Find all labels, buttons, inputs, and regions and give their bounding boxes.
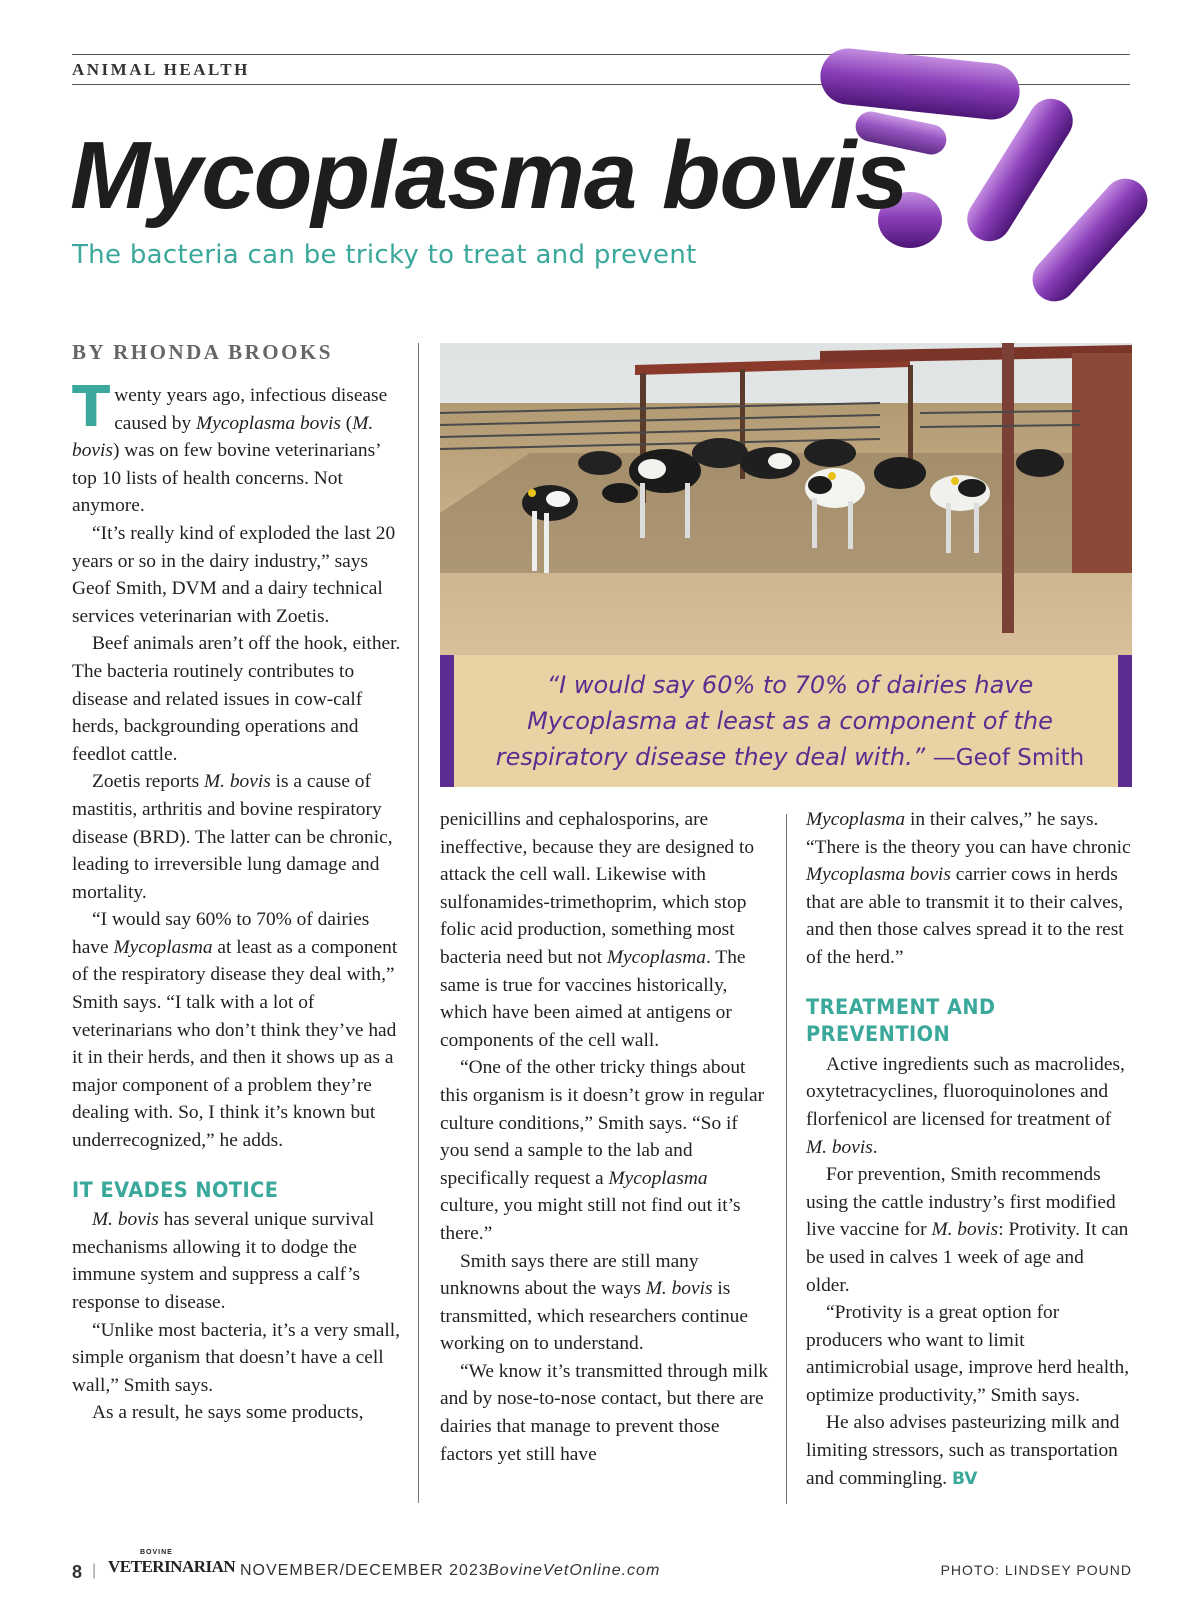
text-em: M. bovis xyxy=(204,771,271,793)
section-heading: TREATMENT AND PREVENTION xyxy=(806,994,996,1047)
text-em: Mycoplasma bovis xyxy=(196,412,341,434)
text: in their calves,” he says. “There is the theory you can have chronic xyxy=(806,809,1131,858)
text-em: Mycoplasma xyxy=(806,809,906,830)
paragraph xyxy=(72,906,402,1154)
text-em: Mycoplasma bovis xyxy=(806,864,951,886)
text: at least as a component of the respiratory disease they deal with,” Smith says. “I talk with a lot of veterinarians who don’t think they’ve had it in their herds, and then it shows up as a major component of a problem they’re dealing with. So, I think it’s known but underrecognized,” he adds. xyxy=(72,936,398,1152)
drop-cap: T xyxy=(72,375,111,440)
magazine-logo xyxy=(108,1549,236,1578)
column-divider-2 xyxy=(786,814,787,1504)
pull-quote xyxy=(470,667,1110,776)
article-subtitle: The bacteria can be tricky to treat and prevent xyxy=(72,240,697,270)
text-em: M. bovis xyxy=(931,1219,999,1241)
text: . xyxy=(872,1136,878,1158)
footer-separator: | xyxy=(92,1562,98,1579)
text: is transmitted, which researchers continue working on to understand. xyxy=(440,1278,748,1355)
column-1 xyxy=(72,375,402,1427)
text-em: M. bovis xyxy=(72,412,374,462)
paragraph: “It’s really kind of exploded the last 20 years or so in the dairy industry,” says Geof Smith, DVM and a dairy technical services veterinarian with Zoetis. xyxy=(72,522,396,627)
column-3 xyxy=(806,806,1132,1493)
text: ( xyxy=(340,412,353,434)
text: carrier cows in herds that are able to transmit it to their calves, and then those calves spread it to the rest of the herd.” xyxy=(806,864,1124,968)
paragraph xyxy=(72,768,402,906)
byline: BY RHONDA BROOKS xyxy=(72,340,333,364)
paragraph xyxy=(806,1409,1132,1493)
column-2 xyxy=(440,806,770,1468)
column-divider-1 xyxy=(418,343,419,1503)
paragraph: “Unlike most bacteria, it’s a very small, simple organism that doesn’t have a cell wall,” Smith says. xyxy=(72,1319,401,1396)
paragraph xyxy=(806,1161,1132,1299)
text-em: Mycoplasma xyxy=(608,1167,708,1189)
text: . The same is true for vaccines historically, which have been aimed at antigens or components of the cell wall. xyxy=(440,946,746,1051)
section-label: ANIMAL HEALTH xyxy=(72,60,250,79)
paragraph xyxy=(806,806,1132,972)
paragraph: “We know it’s transmitted through milk and by nose-to-nose contact, but there are dairies that manage to prevent those factors yet still have xyxy=(440,1360,769,1465)
pull-quote-bar-right xyxy=(1118,655,1132,787)
website-link[interactable]: BovineVetOnline.com xyxy=(488,1562,661,1579)
paragraph xyxy=(806,1051,1132,1161)
text: He also advises pasteurizing milk and limiting stressors, such as transportation and commingling. xyxy=(806,1412,1120,1489)
text-em: M. bovis xyxy=(92,1209,159,1231)
bacterium-5 xyxy=(1023,170,1150,308)
calves-photo xyxy=(440,343,1132,655)
article-title: Mycoplasma bovis xyxy=(70,122,908,229)
pull-quote-bar-left xyxy=(440,655,454,787)
bacterium-1 xyxy=(818,46,1023,123)
text: culture, you might still not find out it’s there.” xyxy=(440,1195,741,1244)
text: “I would say 60% to 70% of dairies have xyxy=(72,909,370,958)
logo-text: VETERINARIAN xyxy=(108,1557,236,1576)
issue-date: NOVEMBER/DECEMBER 2023 xyxy=(240,1562,489,1579)
text: Zoetis reports xyxy=(92,771,205,793)
paragraph xyxy=(440,806,770,1054)
text: ) was on few bovine veterinarians’ top 10 lists of health concerns. Not anymore. xyxy=(72,440,381,517)
end-mark: BV xyxy=(951,1468,978,1489)
text-em: M. bovis xyxy=(645,1278,713,1300)
logo-small-text: BOVINE xyxy=(140,1549,173,1556)
paragraph: As a result, he says some products, xyxy=(92,1402,364,1424)
text: For prevention, Smith recommends using the cattle industry’s first modified live vaccine for xyxy=(806,1164,1116,1241)
text: : Protivity. It can be used in calves 1 week of age and older. xyxy=(806,1219,1129,1296)
text: has several unique survival mechanisms allowing it to dodge the immune system and suppress a calf’s response to disease. xyxy=(72,1209,375,1313)
paragraph xyxy=(72,375,402,520)
text-em: Mycoplasma xyxy=(113,936,213,958)
section-heading: IT EVADES NOTICE xyxy=(72,1177,279,1202)
paragraph xyxy=(440,1248,770,1358)
pull-quote-text: “I would say 60% to 70% of dairies have Mycoplasma at least as a component of the respiratory disease they deal with.” xyxy=(495,671,1053,771)
text: Smith says there are still many unknowns about the ways xyxy=(440,1250,699,1300)
pull-quote-attribution: —Geof Smith xyxy=(932,745,1085,771)
paragraph: Beef animals aren’t off the hook, either. The bacteria routinely contributes to disease and related issues in cow-calf herds, backgrounding operations and feedlot cattle. xyxy=(72,633,401,765)
text: wenty years ago, infectious disease caused by xyxy=(114,385,388,434)
text: Active ingredients such as macrolides, oxytetracyclines, fluoroquinolones and florfenicol are licensed for treatment of xyxy=(806,1053,1125,1130)
photo-credit: PHOTO: LINDSEY POUND xyxy=(940,1562,1132,1578)
paragraph xyxy=(440,1054,770,1247)
text-em: Mycoplasma xyxy=(606,946,706,968)
paragraph xyxy=(72,1206,402,1316)
page-number: 8 xyxy=(72,1562,84,1582)
text: “One of the other tricky things about this organism is it doesn’t grow in regular culture conditions,” Smith says. “So if you send a sample to the lab and specifically request a xyxy=(440,1057,765,1189)
text: penicillins and cephalosporins, are ineffective, because they are designed to attack the cell wall. Likewise with sulfonamides-trimethoprim, which stop folic acid production, something most bacteria need but not xyxy=(440,809,755,968)
paragraph: “Protivity is a great option for producers who want to limit antimicrobial usage, improve herd health, optimize productivity,” Smith says. xyxy=(806,1302,1130,1406)
text-em: M. bovis xyxy=(806,1136,873,1158)
text: is a cause of mastitis, arthritis and bovine respiratory disease (BRD). The latter can be chronic, leading to irreversible lung damage and mortality. xyxy=(72,771,393,903)
